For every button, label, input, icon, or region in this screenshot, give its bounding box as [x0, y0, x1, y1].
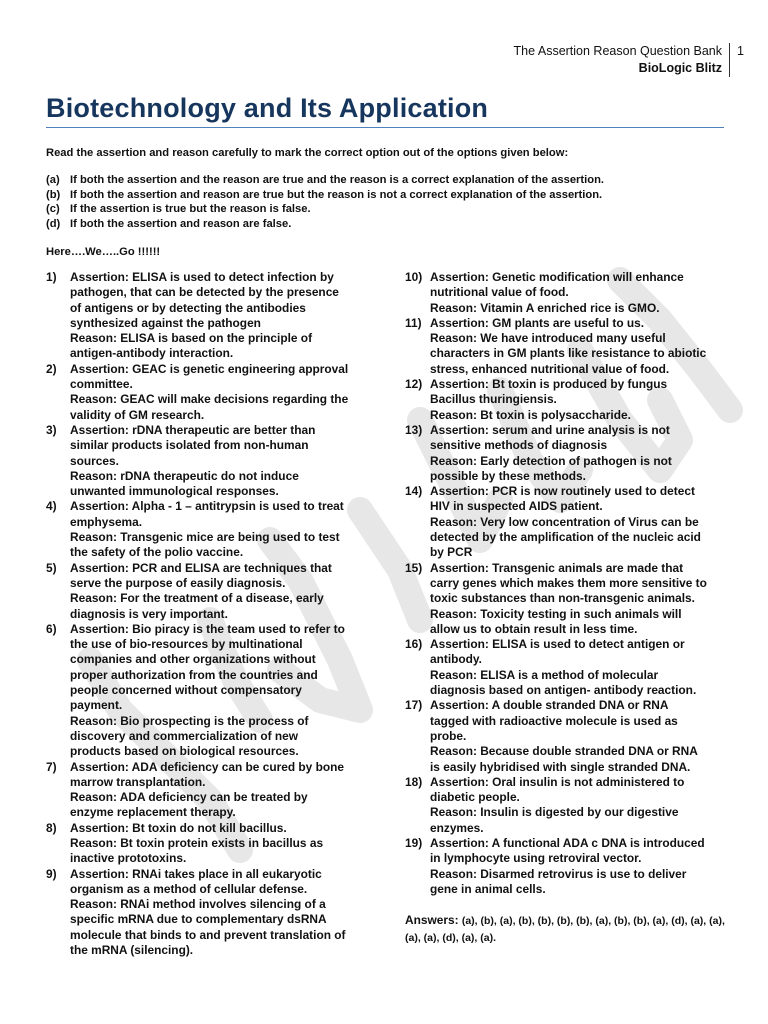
question-number: 4)	[46, 499, 57, 514]
question-item	[46, 270, 364, 362]
question-item	[46, 760, 364, 821]
question-line: Reason: ELISA is a method of molecular	[430, 667, 659, 682]
question-line: the safety of the polio vaccine.	[70, 545, 244, 560]
question-line: sensitive methods of diagnosis	[430, 438, 608, 453]
question-line: Reason: For the treatment of a disease, early	[70, 591, 324, 606]
question-line: payment.	[70, 698, 123, 713]
question-line: Reason: ADA deficiency can be treated by	[70, 790, 308, 805]
question-number: 14)	[405, 484, 423, 499]
header-text	[514, 43, 722, 77]
question-line: Assertion: Bt toxin is produced by fungus	[430, 377, 668, 392]
questions-right-column	[405, 270, 727, 897]
question-line: Assertion: Transgenic animals are made that	[430, 560, 684, 575]
question-line: Assertion: Genetic modification will enhance	[430, 270, 684, 284]
question-line: discovery and commercialization of new	[70, 728, 298, 743]
question-line: toxic substances than non-transgenic animals.	[430, 591, 695, 606]
header-brand: BioLogic Blitz	[638, 61, 722, 75]
question-line: Reason: Transgenic mice are being used to test	[70, 530, 340, 545]
question-item	[46, 423, 364, 499]
question-line: Reason: We have introduced many useful	[430, 331, 666, 346]
page-number: 1	[737, 44, 744, 58]
question-line: Assertion: PCR is now routinely used to detect	[430, 484, 695, 499]
answer-key-values: (a), (b), (a), (b), (b), (b), (b), (a), (b), (b), (a), (d), (a), (a), (a), (a), (d), (a), (a).	[405, 915, 725, 944]
question-number: 10)	[405, 270, 423, 284]
question-line: possible by these methods.	[430, 468, 586, 483]
question-line: Reason: Insulin is digested by our digestive	[430, 805, 679, 820]
question-number: 8)	[46, 820, 57, 835]
question-line: sources.	[70, 453, 119, 468]
question-number: 3)	[46, 422, 57, 437]
question-line: antibody.	[430, 652, 482, 667]
question-number: 19)	[405, 835, 423, 850]
page-header	[0, 43, 768, 77]
question-line: Assertion: GEAC is genetic engineering approval	[70, 361, 349, 376]
question-number: 11)	[405, 315, 422, 330]
question-line: the mRNA (silencing).	[70, 943, 194, 958]
option-text: If both the assertion and reason are true but the reason is not a correct explanation of the assertion.	[70, 188, 603, 201]
answer-options-list	[46, 173, 726, 231]
question-item	[405, 775, 727, 836]
question-number: 9)	[46, 866, 57, 881]
question-line: Reason: Vitamin A enriched rice is GMO.	[430, 300, 660, 315]
option-text: If both the assertion and the reason are true and the reason is a correct explanation of the assertion.	[70, 174, 605, 186]
question-line: Reason: Bt toxin protein exists in bacillus as	[70, 835, 324, 850]
question-line: detected by the amplification of the nucleic acid	[430, 530, 701, 545]
question-line: Assertion: rDNA therapeutic are better than	[70, 422, 316, 437]
question-line: enzymes.	[430, 820, 484, 835]
question-item	[46, 622, 364, 760]
question-line: similar products isolated from non-human	[70, 438, 309, 453]
header-bank-title: The Assertion Reason Question Bank	[513, 44, 722, 58]
question-line: carry genes which makes them more sensitive to	[430, 575, 707, 590]
question-line: enzyme replacement therapy.	[70, 805, 236, 820]
question-line: Bacillus thuringiensis.	[430, 392, 557, 407]
question-number: 2)	[46, 361, 57, 376]
question-number: 16)	[405, 637, 423, 652]
option-text: If both the assertion and reason are false.	[70, 217, 292, 230]
question-line: unwanted immunological responses.	[70, 484, 279, 499]
question-line: Assertion: Bt toxin do not kill bacillus.	[70, 820, 287, 835]
question-line: diagnosis based on antigen- antibody reaction.	[430, 683, 697, 698]
question-line: Reason: Toxicity testing in such animals will	[430, 606, 682, 621]
question-line: Reason: Disarmed retrovirus is use to deliver	[430, 866, 687, 881]
question-line: molecule that binds to and prevent translation of	[70, 927, 346, 942]
question-line: Assertion: ELISA is used to detect infection by	[70, 270, 334, 284]
question-line: serve the purpose of easily diagnosis.	[70, 575, 286, 590]
question-line: Reason: Bt toxin is polysaccharide.	[430, 407, 631, 422]
option-text: If the assertion is true but the reason is false.	[70, 203, 311, 216]
question-line: people concerned without compensatory	[70, 683, 302, 698]
question-line: specific mRNA due to complementary dsRNA	[70, 912, 327, 927]
question-number: 1)	[46, 270, 57, 284]
question-line: companies and other organizations without	[70, 652, 316, 667]
question-item	[405, 316, 727, 377]
question-item	[405, 698, 727, 774]
question-number: 6)	[46, 621, 57, 636]
question-number: 5)	[46, 560, 57, 575]
question-line: Reason: Because double stranded DNA or RNA	[430, 744, 698, 759]
question-item	[46, 867, 364, 959]
question-line: HIV in suspected AIDS patient.	[430, 499, 603, 514]
question-line: Assertion: Alpha - 1 – antitrypsin is used to treat	[70, 499, 344, 514]
question-line: the use of bio-resources by multinational	[70, 637, 303, 652]
question-line: Assertion: Oral insulin is not administered to	[430, 774, 685, 789]
question-line: Reason: ELISA is based on the principle of	[70, 331, 313, 346]
question-number: 17)	[405, 698, 423, 713]
question-item	[405, 637, 727, 698]
question-number: 12)	[405, 377, 423, 392]
question-line: Assertion: serum and urine analysis is not	[430, 422, 670, 437]
lead-in-text: Here….We…..Go !!!!!!	[46, 246, 161, 258]
question-line: Reason: RNAi method involves silencing of a	[70, 897, 326, 912]
question-line: organism as a method of cellular defense.	[70, 881, 308, 896]
title-underline	[46, 127, 724, 128]
question-number: 13)	[405, 422, 423, 437]
answer-option-b	[46, 188, 726, 203]
question-number: 7)	[46, 759, 57, 774]
option-letter: (a)	[46, 174, 60, 186]
question-line: Reason: Bio prospecting is the process of	[70, 713, 309, 728]
question-line: Reason: Very low concentration of Virus can be	[430, 514, 699, 529]
question-line: pathogen, that can be detected by the presence	[70, 285, 339, 300]
instructions: Read the assertion and reason carefully to mark the correct option out of the options given below:	[46, 147, 569, 159]
question-item	[405, 423, 727, 484]
question-item	[46, 561, 364, 622]
option-letter: (b)	[46, 188, 61, 201]
question-item	[46, 362, 364, 423]
questions-left-column	[46, 270, 364, 958]
question-line: Assertion: GM plants are useful to us.	[430, 315, 645, 330]
question-line: emphysema.	[70, 514, 143, 529]
question-line: Reason: GEAC will make decisions regarding the	[70, 392, 349, 407]
question-line: nutritional value of food.	[430, 285, 569, 300]
question-item	[46, 821, 364, 867]
question-line: diabetic people.	[430, 790, 520, 805]
answer-key: Answers: (a), (b), (a), (b), (b), (b), (b), (a), (b), (b), (a), (d), (a), (a), (a), (a), (d), (a), (a).	[405, 913, 725, 944]
option-letter: (c)	[46, 203, 60, 216]
question-line: characters in GM plants like resistance to abiotic	[430, 346, 707, 361]
question-line: Assertion: ADA deficiency can be cured by bone	[70, 759, 344, 774]
question-line: by PCR	[430, 545, 473, 560]
answer-option-c	[46, 202, 726, 217]
question-item	[405, 836, 727, 897]
question-number: 15)	[405, 560, 423, 575]
question-item	[405, 270, 727, 316]
question-number: 18)	[405, 774, 423, 789]
document-title: Biotechnology and Its Application	[46, 93, 489, 123]
question-line: gene in animal cells.	[430, 881, 546, 896]
question-item	[405, 561, 727, 637]
question-line: Assertion: Bio piracy is the team used to refer to	[70, 621, 345, 636]
question-line: Assertion: ELISA is used to detect antigen or	[430, 637, 685, 652]
answer-option-d	[46, 217, 726, 232]
question-line: Assertion: RNAi takes place in all eukaryotic	[70, 866, 322, 881]
question-line: in lymphocyte using retroviral vector.	[430, 851, 642, 866]
question-line: products based on biological resources.	[70, 744, 299, 759]
question-item	[46, 499, 364, 560]
question-line: tagged with radioactive molecule is used as	[430, 713, 678, 728]
question-line: marrow transplantation.	[70, 774, 206, 789]
question-line: Assertion: A double stranded DNA or RNA	[430, 698, 669, 713]
question-line: inactive prototoxins.	[70, 851, 187, 866]
question-line: committee.	[70, 377, 133, 392]
question-line: validity of GM research.	[70, 407, 205, 422]
question-line: stress, enhanced nutritional value of food.	[430, 361, 670, 376]
option-letter: (d)	[46, 217, 61, 230]
question-item	[405, 484, 727, 560]
question-line: Reason: Early detection of pathogen is not	[430, 453, 672, 468]
question-line: synthesized against the pathogen	[70, 315, 261, 330]
question-item	[405, 377, 727, 423]
question-line: Assertion: PCR and ELISA are techniques that	[70, 560, 332, 575]
question-line: of antigens or by detecting the antibodies	[70, 300, 306, 315]
question-line: antigen-antibody interaction.	[70, 346, 234, 361]
answer-option-a	[46, 173, 726, 188]
question-line: allow us to obtain result in less time.	[430, 621, 638, 636]
question-line: Assertion: A functional ADA c DNA is introduced	[430, 835, 705, 850]
header-divider	[729, 43, 730, 77]
answer-key-label: Answers	[405, 913, 455, 927]
question-line: Reason: rDNA therapeutic do not induce	[70, 468, 299, 483]
question-line: is easily hybridised with single stranded DNA.	[430, 759, 691, 774]
question-line: diagnosis is very important.	[70, 606, 228, 621]
question-line: probe.	[430, 728, 467, 743]
question-line: proper authorization from the countries and	[70, 667, 318, 682]
